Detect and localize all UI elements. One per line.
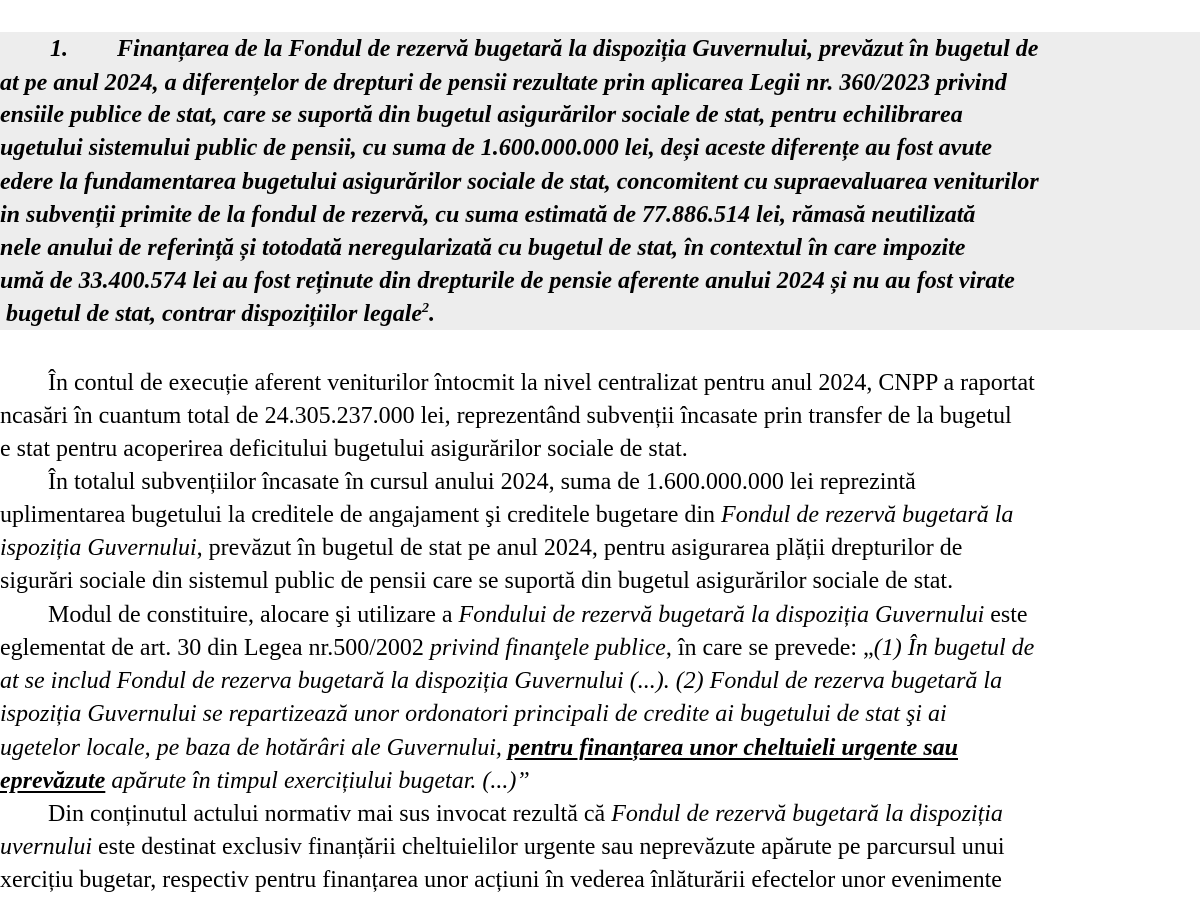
p3-line-4: ispoziția Guvernului se repartizează unor ordonatori principali de credite ai bugetului de stat şi ai — [0, 701, 947, 727]
p4-line-3: xercițiu bugetar, respectiv pentru finanțarea unor acțiuni în vederea înlăturării efectelor unor evenimente — [0, 867, 1002, 893]
finding-line-8: umă de 33.400.574 lei au fost reținute din drepturile de pensie aferente anului 2024 și nu au fost virate — [0, 268, 1015, 294]
p2-line-2 — [0, 500, 1013, 530]
fund-name: Fondul de rezervă bugetară la — [721, 502, 1014, 528]
p3-text: eglementat de art. 30 din Legea nr.500/2002 — [0, 635, 430, 661]
finding-text-end: bugetul de stat, contrar dispozițiilor legale — [0, 301, 423, 327]
emphasis-underlined: eprevăzute — [0, 768, 106, 794]
quotation: (1) În bugetul de — [873, 635, 1035, 661]
p3-line-1 — [48, 600, 1028, 630]
p2-line-1: În totalul subvențiilor încasate în cursul anului 2024, suma de 1.600.000.000 lei reprezintă — [48, 469, 916, 495]
p3-text: este — [984, 602, 1028, 628]
finding-line-3: ensiile publice de stat, care se suportă din bugetul asigurărilor sociale de stat, pentru echilibrarea — [0, 102, 963, 128]
p3-line-5 — [0, 733, 958, 763]
p2-line-3 — [0, 533, 962, 563]
p4-line-1 — [48, 799, 1003, 829]
quotation: ugetelor locale, pe baza de hotărâri ale Guvernului, — [0, 735, 508, 761]
p1-line-1: În contul de execuție aferent veniturilor întocmit la nivel centralizat pentru anul 2024, CNPP a raportat — [48, 370, 1035, 396]
finding-line-4: ugetului sistemului public de pensii, cu suma de 1.600.000.000 lei, deși aceste diferențe au fost avute — [0, 135, 992, 161]
fund-name: ispoziția Guvernului — [0, 535, 197, 561]
finding-line-1 — [0, 34, 1039, 64]
finding-end-punct: . — [429, 301, 436, 327]
p3-line-3: at se includ Fondul de rezerva bugetară la dispoziția Guvernului (...). (2) Fondul de rezerva bugetară la — [0, 668, 1003, 694]
finding-number: 1. — [50, 36, 68, 62]
law-title: privind finanţele publice — [429, 635, 666, 661]
p4-text: este destinat exclusiv finanțării cheltuielilor urgente sau neprevăzute apărute pe parcursul unui — [91, 834, 1005, 860]
p2-line-4: sigurări sociale din sistemul public de pensii care se suportă din bugetul asigurărilor sociale de stat. — [0, 568, 954, 594]
fund-name: Fondului de rezervă bugetară la dispoziția Guvernului — [458, 602, 985, 628]
p4-text: Din conținutul actului normativ mai sus invocat rezultă că — [48, 801, 612, 827]
p3-text: Modul de constituire, alocare şi utilizare a — [48, 602, 459, 628]
emphasis-underlined: pentru finanțarea unor cheltuieli urgente sau — [507, 735, 959, 761]
finding-line-6: in subvenții primite de la fondul de rezervă, cu suma estimată de 77.886.514 lei, rămasă neutilizată — [0, 202, 976, 228]
p2-text: uplimentarea bugetului la creditele de angajament şi creditele bugetare din — [0, 502, 722, 528]
finding-line-9 — [0, 299, 435, 329]
finding-line-7: nele anului de referință și totodată neregularizată cu bugetul de stat, în contextul în care impozite — [0, 235, 966, 261]
p3-line-2 — [0, 633, 1034, 663]
finding-line-5: edere la fundamentarea bugetului asigurărilor sociale de stat, concomitent cu supraevaluarea veniturilor — [0, 169, 1039, 195]
finding-block — [0, 32, 1200, 330]
finding-text: Finanțarea de la Fondul de rezervă bugetară la dispoziția Guvernului, prevăzut în bugetul de — [117, 36, 1039, 62]
p4-line-2 — [0, 832, 1005, 862]
footnote-reference[interactable]: 2 — [422, 301, 430, 316]
p1-line-2: ncasări în cuantum total de 24.305.237.000 lei, reprezentând subvenții încasate prin transfer de la bugetul — [0, 403, 1012, 429]
quotation: apărute în timpul exercițiului bugetar. (...)” — [105, 768, 530, 794]
finding-line-2: at pe anul 2024, a diferențelor de drepturi de pensii rezultate prin aplicarea Legii nr. 360/2023 privind — [0, 70, 1007, 96]
fund-name: Fondul de rezervă bugetară la dispoziția — [611, 801, 1003, 827]
fund-name: uvernului — [0, 834, 92, 860]
p1-line-3: e stat pentru acoperirea deficitului bugetului asigurărilor sociale de stat. — [0, 436, 688, 462]
p2-text: , prevăzut în bugetul de stat pe anul 2024, pentru asigurarea plății drepturilor de — [196, 535, 963, 561]
p3-text: , în care se prevede: „ — [665, 635, 874, 661]
p3-line-6 — [0, 766, 530, 796]
